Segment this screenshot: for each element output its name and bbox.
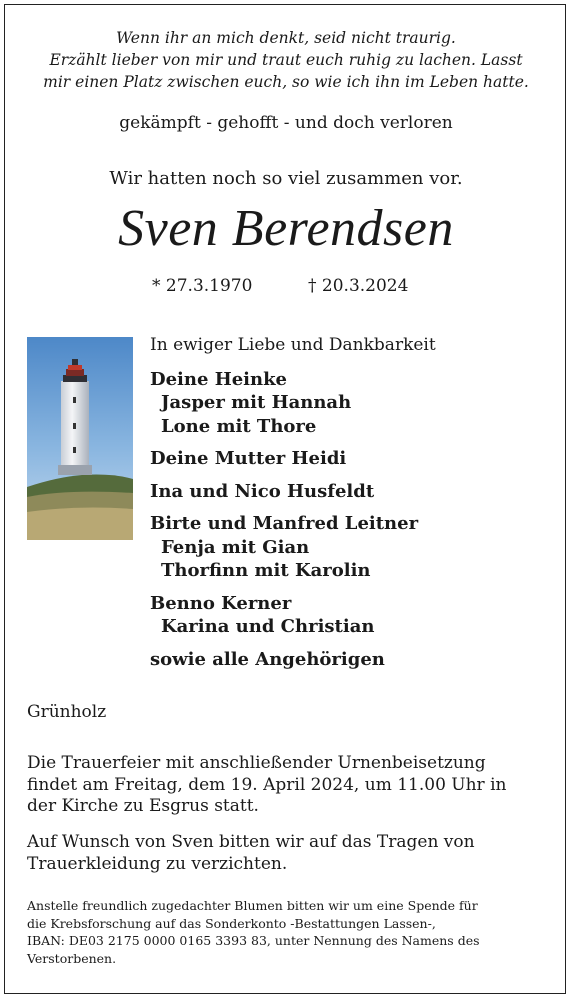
donation-line: die Krebsforschung auf das Sonderkonto -Bestattungen Lassen-,	[27, 915, 436, 931]
donation-line: IBAN: DE03 2175 0000 0165 3393 83, unter Nennung des Namens des	[27, 933, 480, 948]
birth-date	[152, 276, 252, 296]
deceased-name: Sven Berendsen	[118, 200, 454, 257]
motto: gekämpft - gehofft - und doch verloren	[119, 113, 453, 133]
donation-line: Verstorbenen.	[27, 950, 117, 966]
family-member: Birte und Manfred Leitner	[150, 513, 419, 534]
birth-symbol: *	[152, 276, 161, 296]
clothing-line: Trauerkleidung zu verzichten.	[27, 853, 288, 874]
poem-line: Wenn ihr an mich denkt, seid nicht traurig.	[116, 29, 456, 47]
death-date-value: 20.3.2024	[321, 276, 409, 296]
death-date	[308, 276, 408, 296]
funeral-info	[27, 753, 506, 818]
family-member: Deine Mutter Heidi	[150, 448, 347, 469]
death-symbol: †	[308, 276, 317, 296]
family-group	[150, 512, 436, 583]
funeral-line: findet am Freitag, dem 19. April 2024, um 11.00 Uhr in	[27, 774, 507, 795]
family-group	[150, 648, 436, 672]
family-member: Karina und Christian	[161, 616, 375, 637]
family-member: Ina und Nico Husfeldt	[150, 480, 375, 502]
poem-line: Erzählt lieber von mir und traut euch ruhig zu lachen. Lasst	[49, 51, 523, 69]
family-list	[150, 334, 436, 671]
plans-line: Wir hatten noch so viel zusammen vor.	[109, 168, 463, 189]
family-member: Jasper mit Hannah	[161, 392, 352, 413]
family-member: Deine Heinke	[150, 368, 288, 390]
place-name: Grünholz	[27, 702, 107, 722]
poem-line: mir einen Platz zwischen euch, so wie ich ihn im Leben hatte.	[43, 73, 529, 91]
family-member: sowie alle Angehörigen	[150, 648, 385, 670]
family-group	[150, 592, 436, 639]
family-member: Thorfinn mit Karolin	[161, 560, 371, 581]
clothing-request	[27, 832, 475, 875]
family-member: Fenja mit Gian	[161, 536, 310, 558]
funeral-line: Die Trauerfeier mit anschließender Urnenbeisetzung	[27, 753, 486, 773]
family-group	[150, 447, 436, 471]
donation-note	[27, 897, 480, 967]
family-member: Lone mit Thore	[161, 415, 317, 437]
family-intro: In ewiger Liebe und Dankbarkeit	[150, 335, 436, 355]
family-group	[150, 368, 436, 439]
family-member: Benno Kerner	[150, 592, 292, 614]
clothing-line: Auf Wunsch von Sven bitten wir auf das Tragen von	[27, 832, 475, 852]
donation-line: Anstelle freundlich zugedachter Blumen bitten wir um eine Spende für	[27, 898, 478, 913]
family-group	[150, 480, 436, 504]
birth-date-value: 27.3.1970	[165, 276, 253, 296]
funeral-line: der Kirche zu Esgrus statt.	[27, 796, 259, 816]
poem	[0, 27, 572, 93]
lighthouse-photo	[27, 337, 133, 540]
